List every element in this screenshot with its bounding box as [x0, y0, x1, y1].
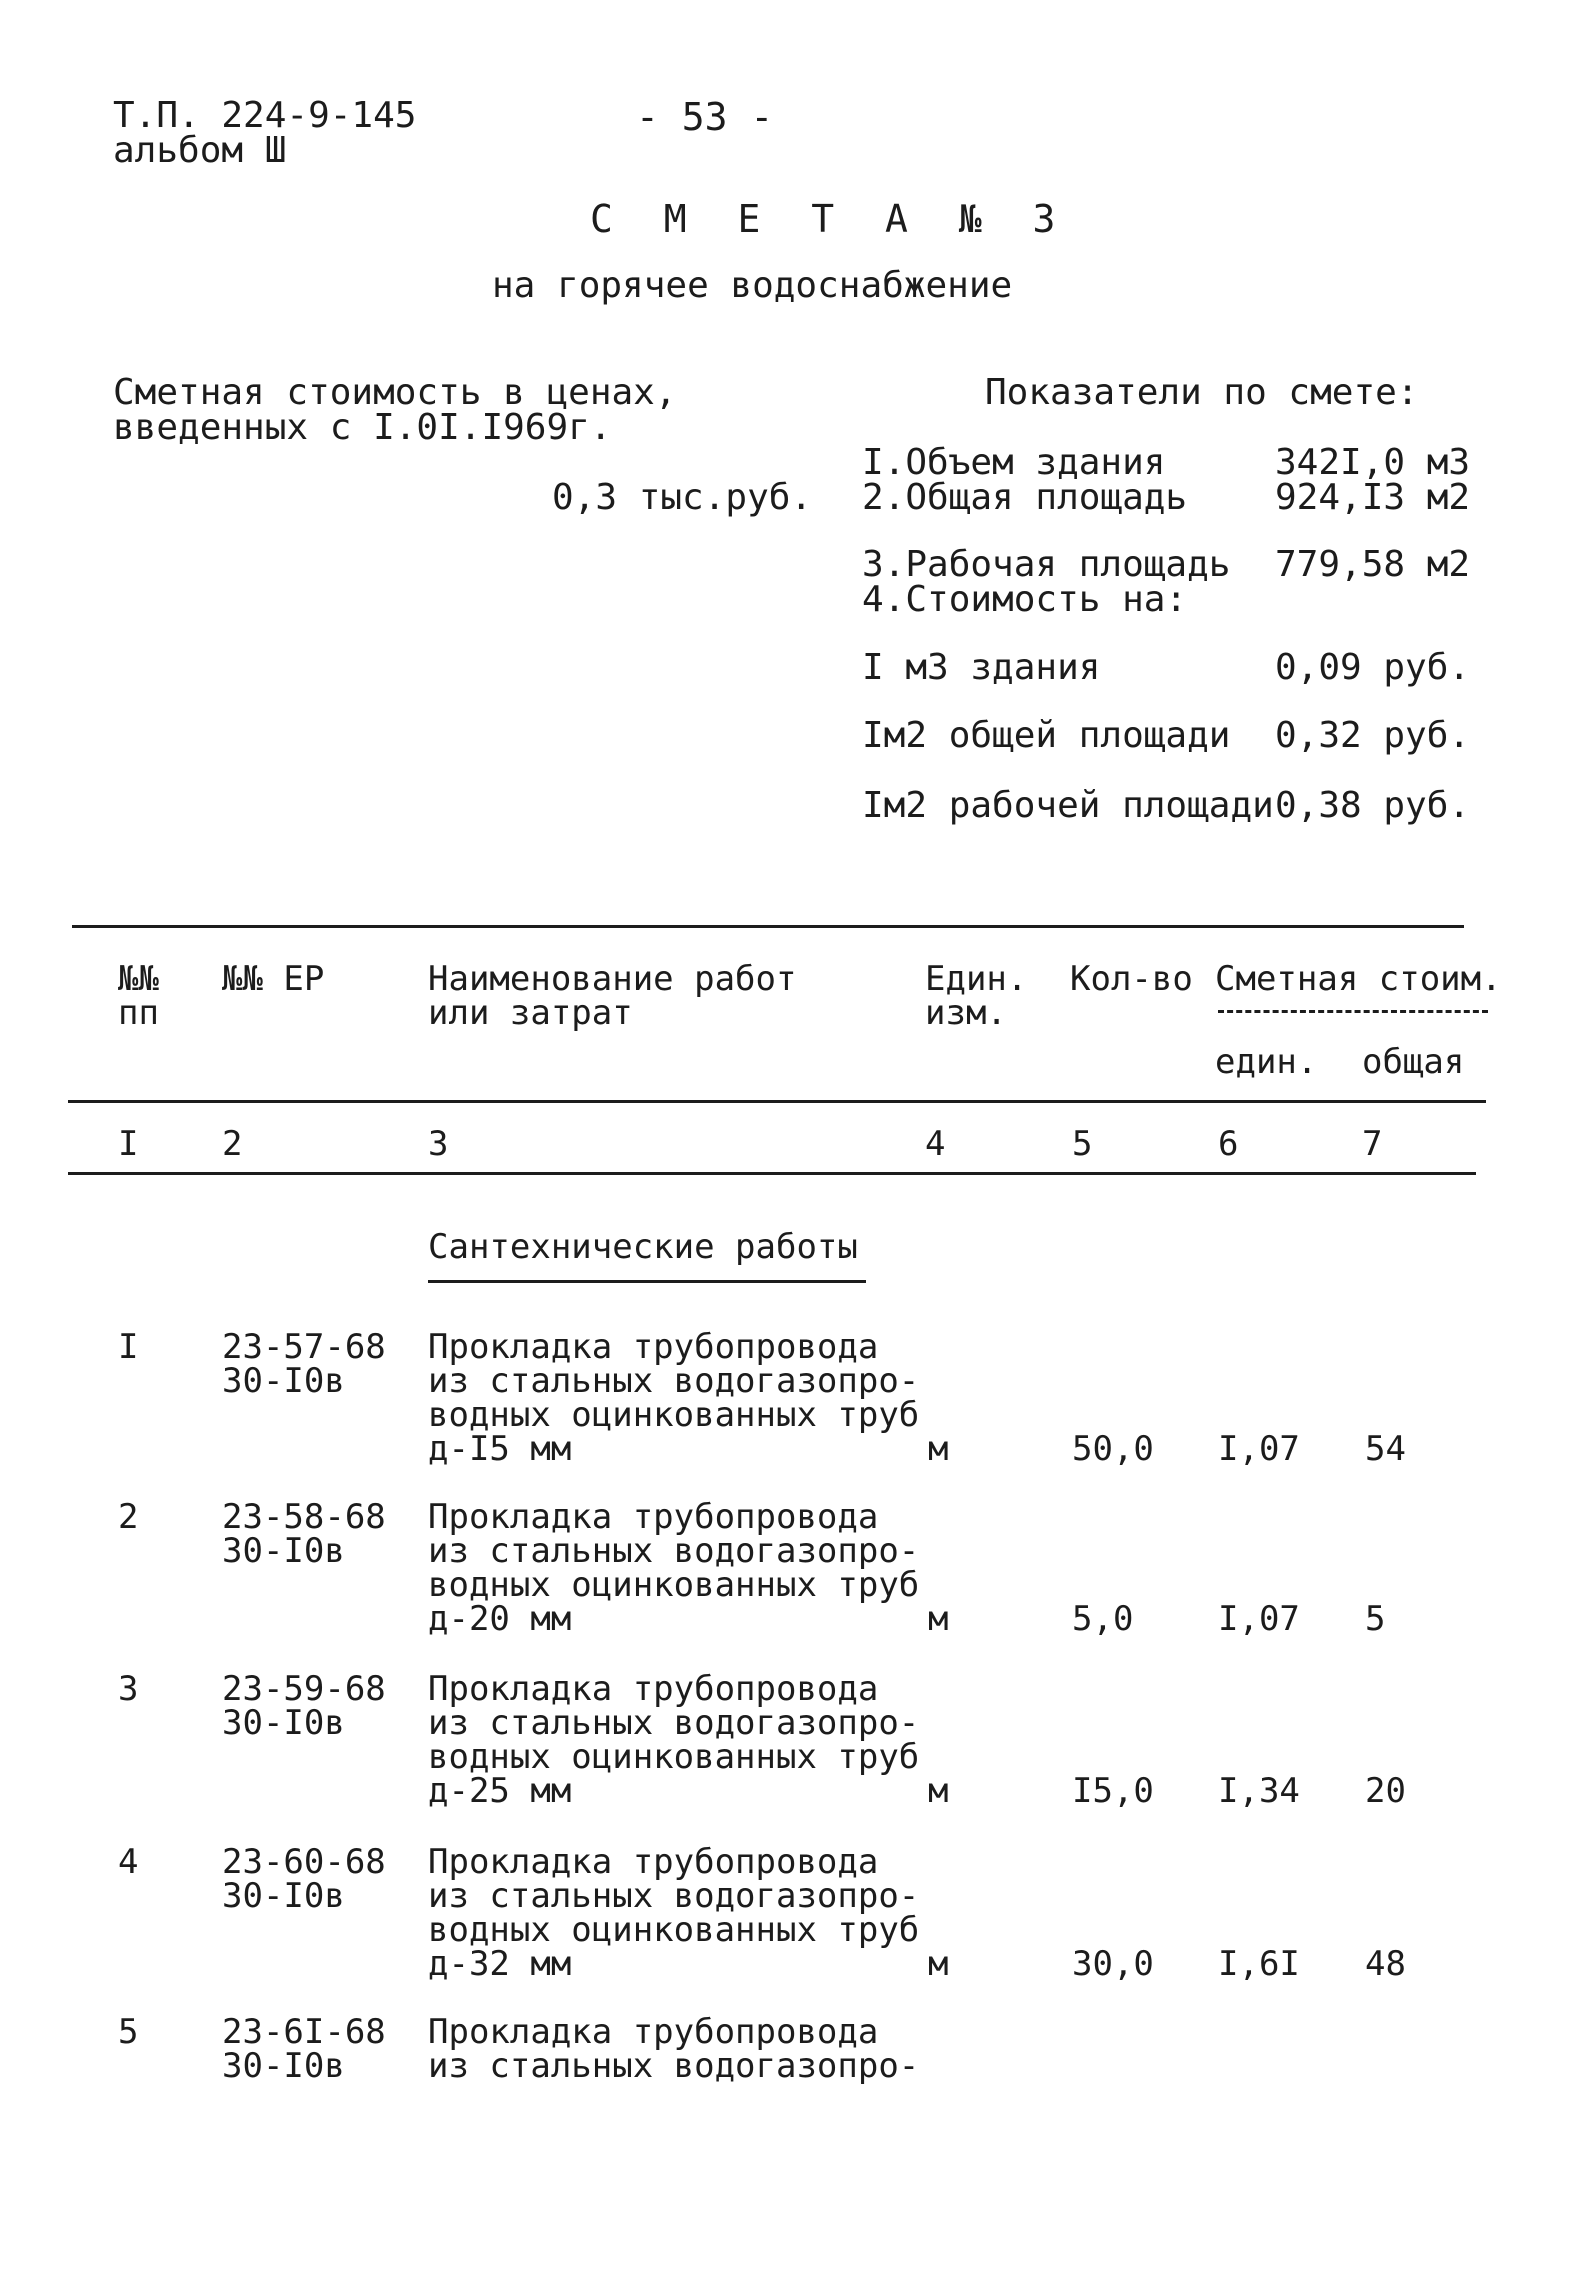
header-unit: Един. изм.	[925, 959, 1028, 1033]
row-work-name: Прокладка трубопровода из стальных водогазопро-	[428, 2012, 920, 2086]
row-number: 4	[118, 1842, 139, 1882]
indicator-label: 2.Общая площадь	[862, 477, 1188, 518]
row-work-name: Прокладка трубопровода из стальных водогазопро- водных оцинкованных труб д-25 мм	[428, 1669, 920, 1811]
section-heading: Сантехнические работы	[428, 1227, 858, 1267]
column-number: 6	[1218, 1124, 1239, 1164]
indicator-label: 4.Стоимость на:	[862, 579, 1188, 620]
row-unit: м	[928, 1771, 949, 1811]
row-quantity: 50,0	[1072, 1429, 1154, 1469]
header-dashed-divider	[1218, 1010, 1488, 1013]
row-total-cost: 20	[1365, 1771, 1406, 1811]
indicator-label: I м3 здания	[862, 647, 1101, 688]
row-work-name: Прокладка трубопровода из стальных водогазопро- водных оцинкованных труб д-20 мм	[428, 1497, 920, 1639]
indicator-value: 0,09 руб.	[1275, 647, 1471, 688]
indicator-value: 0,38 руб.	[1275, 785, 1471, 826]
page-number: - 53 -	[636, 95, 774, 139]
row-ep-code: 23-58-68 30-I0в	[222, 1497, 386, 1571]
column-number: 4	[925, 1124, 946, 1164]
row-number: I	[118, 1327, 139, 1367]
column-number: 2	[222, 1124, 243, 1164]
row-ep-code: 23-60-68 30-I0в	[222, 1842, 386, 1916]
row-quantity: 30,0	[1072, 1944, 1154, 1984]
indicator-value: 924,I3 м2	[1275, 477, 1471, 518]
column-number: I	[118, 1124, 139, 1164]
indicator-value: 0,32 руб.	[1275, 715, 1471, 756]
row-work-name: Прокладка трубопровода из стальных водогазопро- водных оцинкованных труб д-32 мм	[428, 1842, 920, 1984]
indicator-label: Iм2 рабочей площади	[862, 785, 1274, 826]
cost-amount: 0,3 тыс.руб.	[552, 477, 813, 518]
row-total-cost: 48	[1365, 1944, 1406, 1984]
document-reference: Т.П. 224-9-145	[113, 95, 417, 136]
header-unit-cost: един.	[1215, 1042, 1318, 1082]
indicator-label: Iм2 общей площади	[862, 715, 1231, 756]
indicators-heading: Показатели по смете:	[985, 372, 1419, 413]
table-top-rule	[72, 925, 1464, 928]
header-row-number: №№ пп	[118, 959, 159, 1033]
row-ep-code: 23-6I-68 30-I0в	[222, 2012, 386, 2086]
header-estimated-cost: Сметная стоим.	[1215, 959, 1502, 999]
header-work-name: Наименование работ или затрат	[428, 959, 797, 1033]
row-quantity: 5,0	[1072, 1599, 1134, 1639]
table-numbers-rule	[68, 1172, 1476, 1175]
row-work-name: Прокладка трубопровода из стальных водогазопро- водных оцинкованных труб д-I5 мм	[428, 1327, 920, 1469]
row-number: 5	[118, 2012, 139, 2052]
header-total-cost: общая	[1362, 1042, 1465, 1082]
row-total-cost: 54	[1365, 1429, 1406, 1469]
section-heading-underline	[428, 1280, 866, 1283]
document-subtitle: на горячее водоснабжение	[492, 265, 1013, 306]
row-ep-code: 23-59-68 30-I0в	[222, 1669, 386, 1743]
cost-line-1: Сметная стоимость в ценах,	[113, 372, 677, 413]
row-unit-cost: I,6I	[1218, 1944, 1300, 1984]
row-number: 3	[118, 1669, 139, 1709]
indicator-value: 342I,0 м3	[1275, 442, 1471, 483]
indicator-label: 3.Рабочая площадь	[862, 544, 1231, 585]
row-unit-cost: I,07	[1218, 1429, 1300, 1469]
header-ep-code: №№ ЕР	[222, 959, 325, 999]
row-ep-code: 23-57-68 30-I0в	[222, 1327, 386, 1401]
row-unit-cost: I,34	[1218, 1771, 1300, 1811]
table-header-rule	[68, 1100, 1486, 1103]
row-unit: м	[928, 1599, 949, 1639]
album-label: альбом Ш	[113, 130, 287, 171]
row-unit-cost: I,07	[1218, 1599, 1300, 1639]
document-title: С М Е Т А № 3	[590, 197, 1070, 241]
row-quantity: I5,0	[1072, 1771, 1154, 1811]
indicator-label: I.Объем здания	[862, 442, 1166, 483]
row-unit: м	[928, 1429, 949, 1469]
row-total-cost: 5	[1365, 1599, 1386, 1639]
header-quantity: Кол-во	[1070, 959, 1193, 999]
row-unit: м	[928, 1944, 949, 1984]
row-number: 2	[118, 1497, 139, 1537]
column-number: 7	[1362, 1124, 1383, 1164]
column-number: 3	[428, 1124, 449, 1164]
indicator-value: 779,58 м2	[1275, 544, 1471, 585]
column-number: 5	[1072, 1124, 1093, 1164]
cost-line-2: введенных с I.0I.I969г.	[113, 407, 612, 448]
